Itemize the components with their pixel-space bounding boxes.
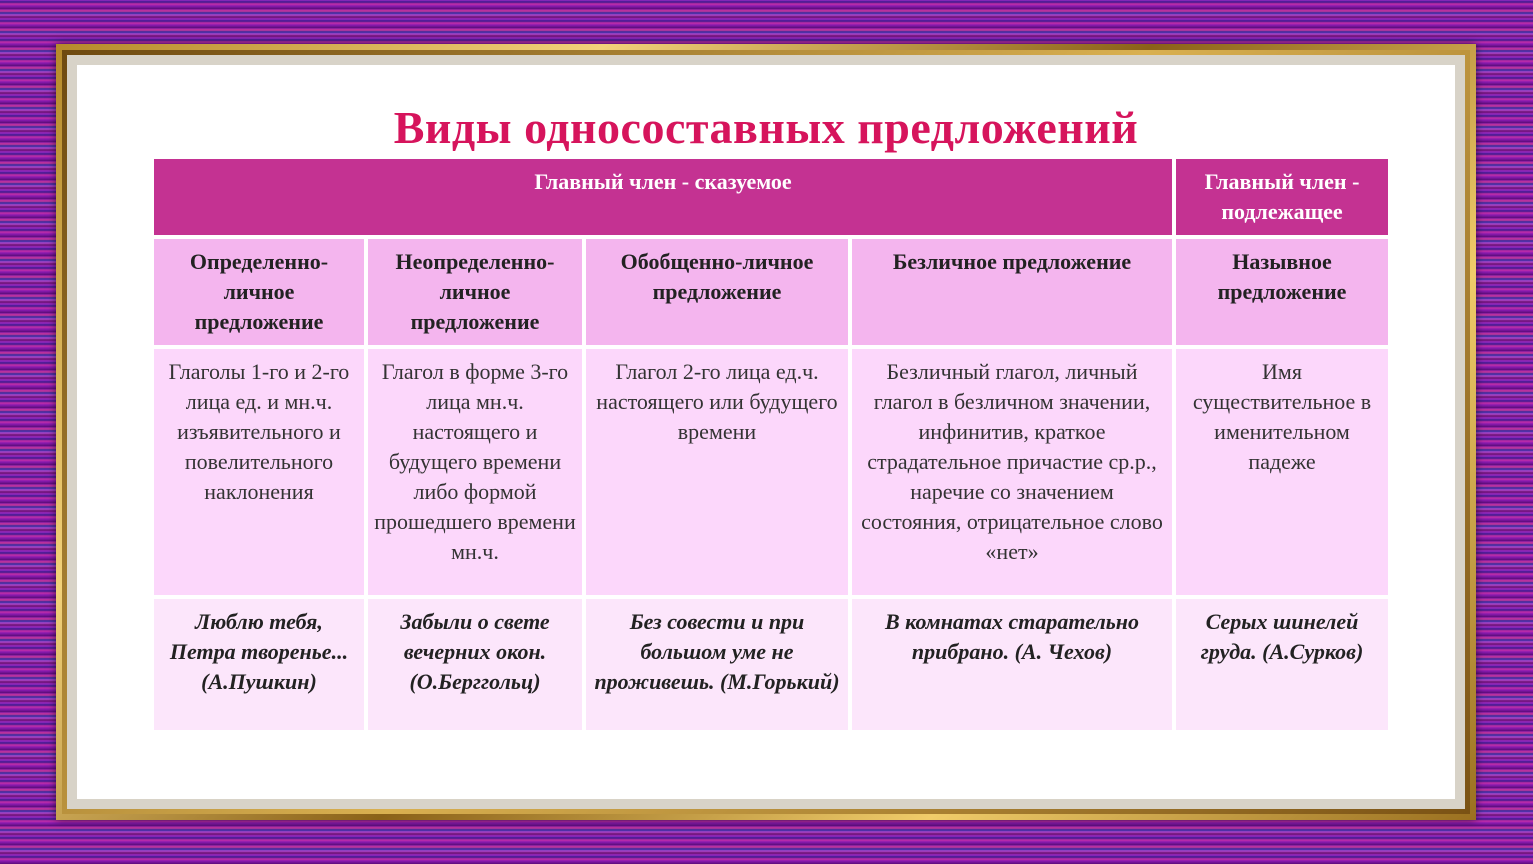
table-row bbox=[154, 239, 1388, 345]
table-row bbox=[154, 599, 1388, 730]
column-description: Глаголы 1-го и 2-го лица ед. и мн.ч. изъявительного и повелительного наклонения bbox=[154, 349, 364, 595]
column-name: Неопределенно-личное предложение bbox=[368, 239, 582, 345]
gold-frame bbox=[56, 44, 1476, 820]
column-name: Назывное предложение bbox=[1176, 239, 1388, 345]
table-row bbox=[154, 159, 1388, 235]
gold-frame-bevel bbox=[62, 50, 1470, 814]
column-example: Серых шинелей груда. (А.Сурков) bbox=[1176, 599, 1388, 730]
column-name: Безличное предложение bbox=[852, 239, 1172, 345]
table-row bbox=[154, 349, 1388, 595]
column-example: Люблю тебя, Петра творенье... (А.Пушкин) bbox=[154, 599, 364, 730]
sentence-types-table bbox=[150, 155, 1392, 734]
frame-mat bbox=[67, 55, 1465, 809]
page-title: Виды односоставных предложений bbox=[393, 102, 1139, 153]
header-subject: Главный член - подлежащее bbox=[1176, 159, 1388, 235]
header-predicate: Главный член - сказуемое bbox=[154, 159, 1172, 235]
column-name: Обобщенно-личное предложение bbox=[586, 239, 848, 345]
column-example: Без совести и при большом уме не проживешь. (М.Горький) bbox=[586, 599, 848, 730]
column-description: Безличный глагол, личный глагол в безличном значении, инфинитив, краткое страдательное причастие ср.р., наречие со значением состояния, отрицательное слово «нет» bbox=[852, 349, 1172, 595]
column-description: Глагол 2-го лица ед.ч. настоящего или будущего времени bbox=[586, 349, 848, 595]
column-description: Имя существительное в именительном падеже bbox=[1176, 349, 1388, 595]
column-example: Забыли о свете вечерних окон. (О.Берггольц) bbox=[368, 599, 582, 730]
column-description: Глагол в форме 3-го лица мн.ч. настоящего и будущего времени либо формой прошедшего времени мн.ч. bbox=[368, 349, 582, 595]
column-example: В комнатах старательно прибрано. (А. Чехов) bbox=[852, 599, 1172, 730]
slide-canvas bbox=[77, 65, 1455, 799]
column-name: Определенно-личное предложение bbox=[154, 239, 364, 345]
